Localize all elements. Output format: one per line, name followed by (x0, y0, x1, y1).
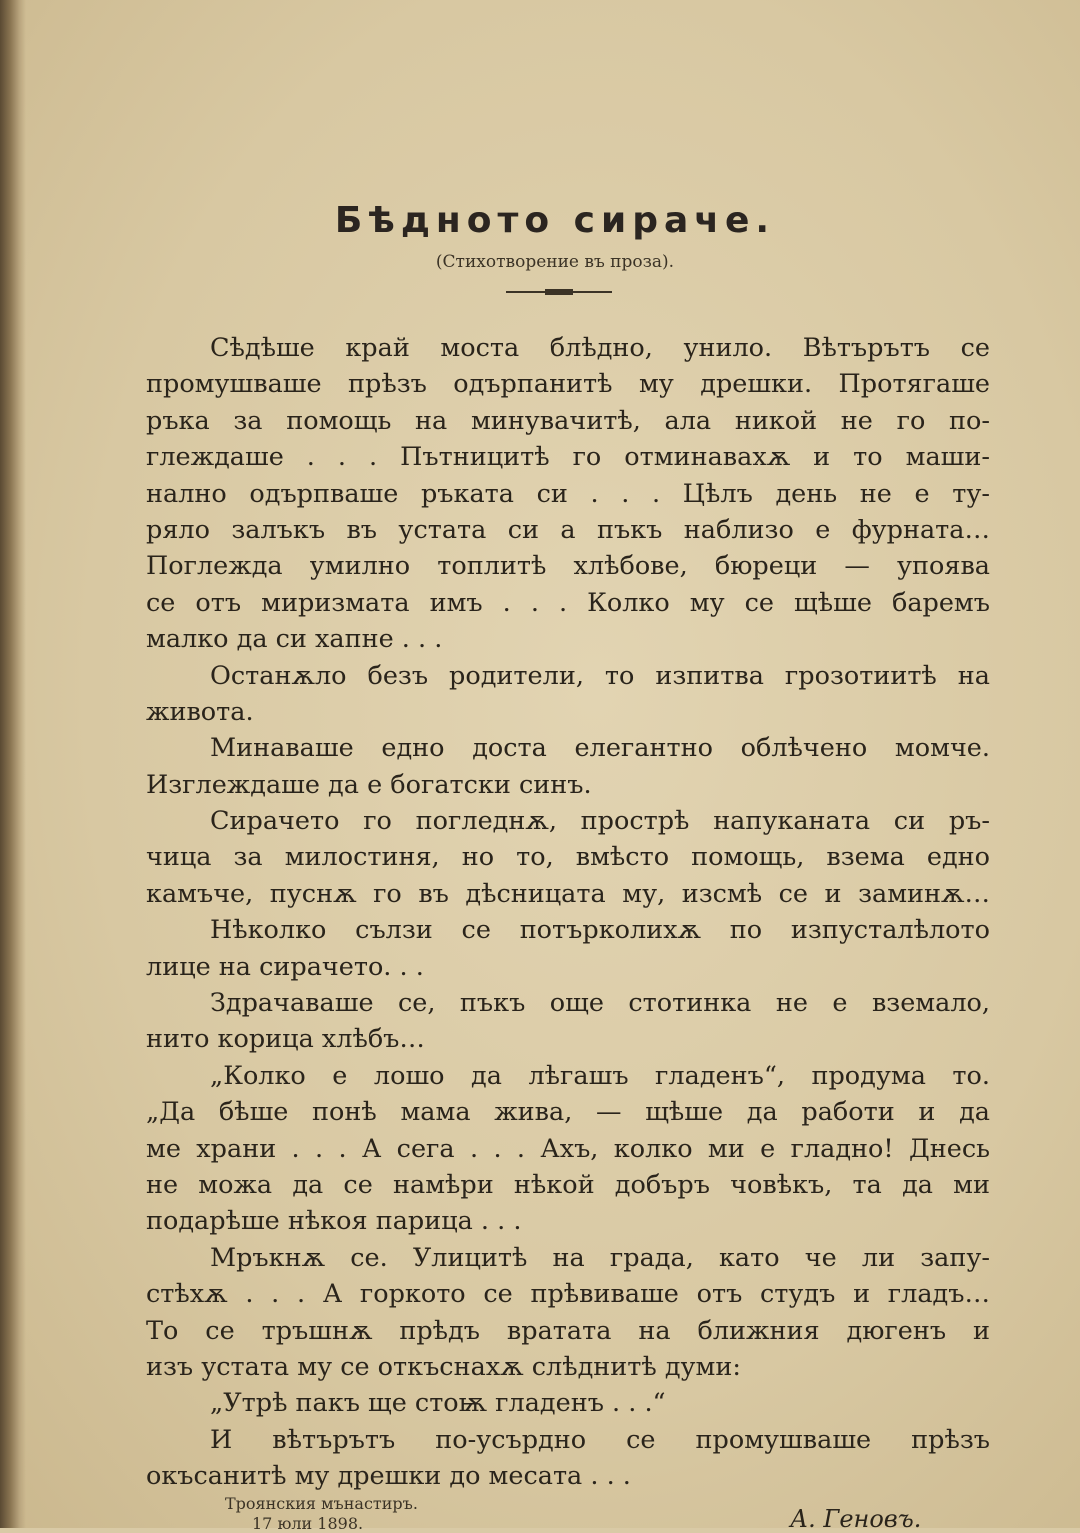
text-line: окъсанитѣ му дрешки до месата . . . (146, 1461, 631, 1492)
text-line: Минаваше едно доста елегантно облѣчено момче. (210, 733, 990, 764)
title-divider-ornament (545, 289, 573, 295)
text-line: подарѣше нѣкоя парица . . . (146, 1206, 522, 1237)
text-line: не можа да се намѣри нѣкой добъръ човѣкъ, та да ми (146, 1169, 990, 1200)
text-line: се отъ миризмата имъ . . . Колко му се щѣше баремъ (146, 587, 990, 618)
footer-author: А. Геновъ. (790, 1505, 922, 1533)
text-line: малко да си хапне . . . (146, 624, 443, 655)
text-line: Нѣколко сълзи се потърколихѫ по изпусталѣлото (210, 915, 990, 946)
text-line: нално одърпваше ръката си . . . Цѣлъ день не е ту- (146, 478, 990, 509)
page-subtitle: (Стихотворение въ проза). (435, 252, 675, 272)
text-line: камъче, пуснѫ го въ дѣсницата му, изсмѣ се и заминѫ… (146, 878, 990, 909)
text-line: стѣхѫ . . . А горкото се прѣвиваше отъ студъ и гладъ… (146, 1279, 990, 1310)
text-line: „Да бѣше понѣ мама жива, — щѣше да работи и да (146, 1097, 990, 1128)
text-line: То се тръшнѫ прѣдъ вратата на ближния дюгенъ и (146, 1315, 990, 1346)
text-line: Изглеждаше да е богатски синъ. (146, 769, 592, 800)
text-line: живота. (146, 696, 254, 727)
text-line: нито корица хлѣбъ… (146, 1024, 425, 1055)
text-line: И вѣтърътъ по-усърдно се промушваше прѣзъ (210, 1424, 990, 1455)
text-line: ръка за помощь на минувачитѣ, ала никой не го по- (146, 405, 990, 436)
text-line: Останѫло безъ родители, то изпитва грозотиитѣ на (210, 660, 990, 691)
footer-date: 17 юли 1898. (252, 1514, 364, 1533)
page-title: Бѣдното сираче. (334, 200, 776, 241)
text-line: глеждаше . . . Пътницитѣ го отминавахѫ и то маши- (146, 442, 990, 473)
text-line: ме храни . . . А сега . . . Ахъ, колко ми е гладно! Днесь (146, 1133, 990, 1164)
text-line: лице на сирачето. . . (146, 951, 424, 982)
text-line: Здрачаваше се, пъкъ още стотинка не е вземало, (210, 988, 990, 1019)
text-line: Поглежда умилно топлитѣ хлѣбове, бюреци — упоява (146, 551, 990, 582)
text-line: изъ устата му се откъснахѫ слѣднитѣ думи: (146, 1351, 741, 1382)
text-line: Мръкнѫ се. Улицитѣ на града, като че ли запу- (210, 1242, 990, 1273)
text-line: „Утрѣ пакъ ще стоѭ гладенъ . . .“ (210, 1388, 666, 1419)
text-line: Сирачето го погледнѫ, прострѣ напуканата си ръ- (210, 806, 990, 837)
text-line: чица за милостиня, но то, вмѣсто помощь, взема едно (146, 842, 990, 873)
text-line: Сѣдѣше край моста блѣдно, унило. Вѣтърътъ се (210, 333, 990, 363)
text-line: промушваше прѣзъ одърпанитѣ му дрешки. Протягаше (146, 369, 990, 400)
text-line: „Колко е лошо да лѣгашъ гладенъ“, продума то. (210, 1060, 990, 1091)
poem-body (146, 330, 990, 1495)
footer-place: Троянския мънастиръ. (225, 1494, 418, 1513)
text-line: ряло залъкъ въ устата си а пъкъ наблизо е фурната… (146, 514, 990, 545)
